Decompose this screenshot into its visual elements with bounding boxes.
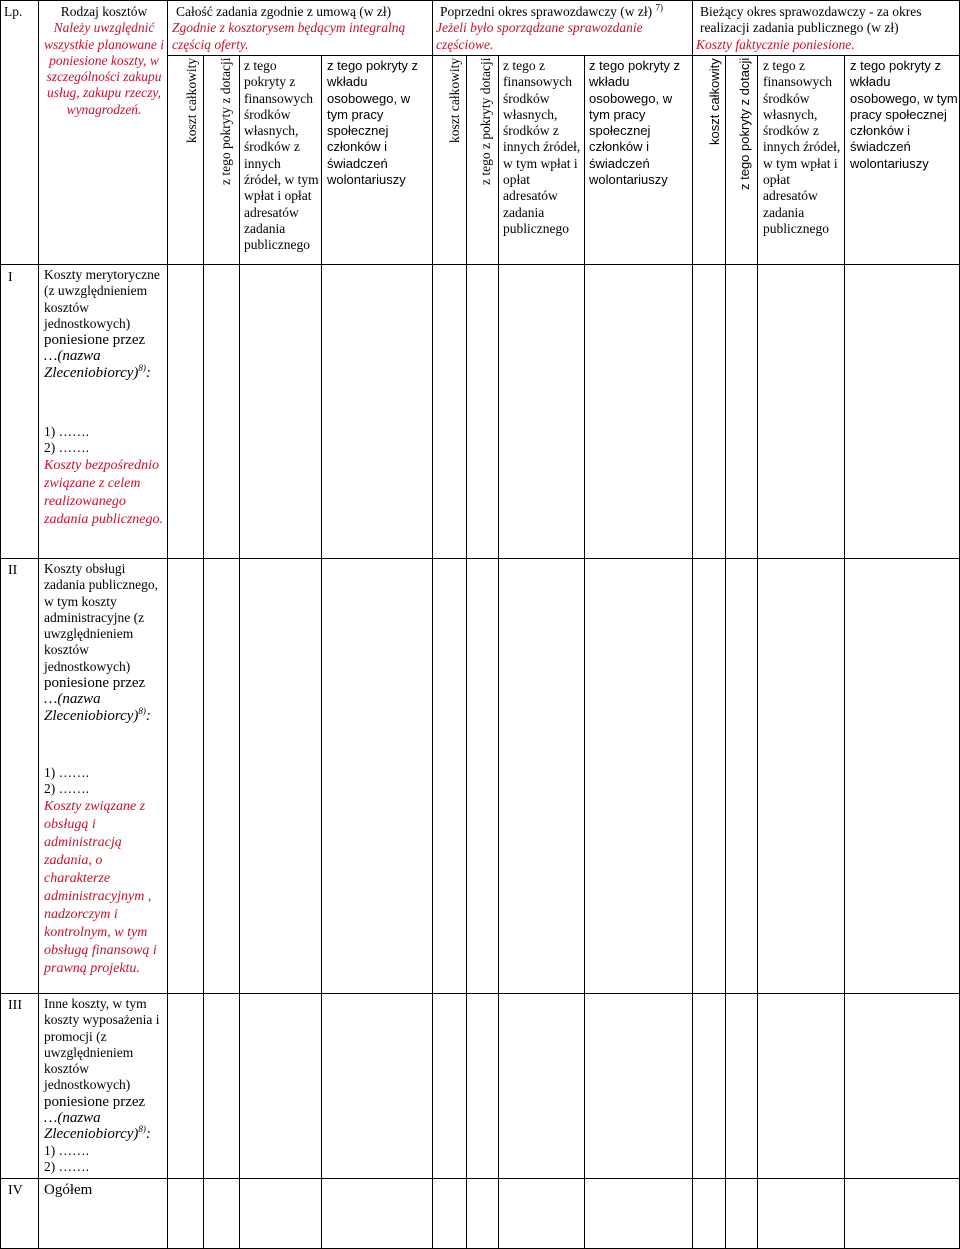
row-cost-text: Koszty obsługi zadania publicznego, w tym koszty administracyjne (z uwzględnieniem kosztów jednostkowych): [44, 561, 158, 674]
volunteer-contribution-label: z tego pokryty z wkładu osobowego, w tym pracy społecznej członków i świadczeń wolontariuszy: [589, 58, 681, 188]
col-divider: [692, 0, 693, 1249]
own-funds-label: z tego pokryty z finansowych środków własnych, środków z innych źródeł, w tym wpłat i opłat adresatów zadania publicznego: [244, 58, 319, 253]
whole-task-title: Całość zadania zgodnie z umową (w zł): [176, 4, 392, 19]
incurred-by-label: poniesione przez: [44, 332, 146, 349]
current-period-note: Koszty faktycznie poniesione.: [696, 36, 855, 52]
cost-type-header: [44, 4, 164, 118]
row-cost-description: [44, 267, 164, 381]
row-items: [44, 424, 164, 529]
row-items: [44, 765, 164, 978]
previous-period-title: Poprzedni okres sprawozdawczy (w zł) $^{7)}$: [440, 2, 664, 19]
contractor-name: …(nazwa Zleceniobiorcy)$^{8)}$:: [44, 1110, 151, 1143]
incurred-by-label: poniesione przez: [44, 1093, 146, 1110]
own-funds-label: z tego z finansowych środków własnych, środków z innych źródeł, w tym wpłat i opłat adresatów zadania publicznego: [763, 58, 841, 236]
contractor-name: …(nazwa Zleceniobiorcy)$^{8)}$:: [44, 348, 151, 381]
row-cost-text: Koszty merytoryczne (z uwzględnieniem kosztów jednostkowych): [44, 267, 160, 331]
previous-period-note: Jeżeli było sporządzane sprawozdanie częściowe.: [436, 20, 643, 52]
row-divider: [0, 558, 960, 559]
col-divider: [844, 55, 845, 1249]
current-period-header: [696, 4, 958, 53]
contractor-name: …(nazwa Zleceniobiorcy)$^{8)}$:: [44, 691, 151, 724]
row-cost-description: [44, 996, 164, 1175]
total-cost-label: koszt całkowity: [447, 58, 462, 144]
col-divider: [757, 55, 758, 1249]
row-number: II: [8, 563, 18, 578]
total-cost-label: koszt całkowity: [707, 58, 722, 145]
row-number: III: [8, 998, 22, 1013]
col-divider: [239, 55, 240, 1249]
table-border-left: [0, 0, 1, 1249]
own-funds-label: z tego z finansowych środków własnych, środków z innych źródeł, w tym wpłat i opłat adresatów zadania publicznego: [503, 58, 581, 236]
row-number: I: [8, 270, 13, 285]
total-cost-label: koszt całkowity: [184, 58, 199, 144]
row-divider: [0, 1178, 960, 1179]
cost-type-title: Rodzaj kosztów: [60, 4, 148, 19]
grant-covered-label: z tego z pokryty dotacji: [478, 58, 493, 186]
row-number: IV: [8, 1183, 23, 1198]
row-cost-description: [44, 561, 164, 724]
col-divider: [498, 55, 499, 1249]
col-divider: [38, 0, 39, 1249]
row-note: Koszty związane z obsługą i administracją zadania, o charakterze administracyjnym , nadzorczym i kontrolnym, w tym obsługą finansową i prawną projektu.: [44, 798, 157, 976]
cost-type-note: Należy uwzględnić wszystkie planowane i poniesione koszty, w szczególności zakupu usług, zakupu rzeczy, wynagrodzeń.: [44, 20, 164, 117]
list-item: 1) …….: [44, 765, 89, 780]
previous-period-header: [436, 4, 690, 53]
col-divider: [725, 55, 726, 1249]
list-item: 2) …….: [44, 781, 89, 797]
col-divider: [584, 55, 585, 1249]
list-item: 1) …….: [44, 1142, 89, 1158]
table-border-top: [0, 0, 960, 1]
col-divider: [432, 0, 433, 1249]
row-divider: [0, 993, 960, 994]
volunteer-contribution-label: z tego pokryty z wkładu osobowego, w tym pracy społecznej członków i świadczeń wolontariuszy: [850, 58, 958, 171]
row-cost-text: Inne koszty, w tym koszty wyposażenia i promocji (z uwzględnieniem kosztów jednostkowych): [44, 996, 160, 1093]
grant-covered-label: z tego pokryty z dotacji: [218, 58, 233, 186]
volunteer-contribution-label: z tego pokryty z wkładu osobowego, w tym pracy społecznej członków i świadczeń wolontariuszy: [327, 58, 419, 188]
col-divider: [167, 0, 168, 1249]
header-group-divider: [167, 55, 960, 56]
col-divider: [466, 55, 467, 1249]
row-divider: [0, 264, 960, 265]
current-period-title: Bieżący okres sprawozdawczy - za okres realizacji zadania publicznego (w zł): [700, 4, 922, 36]
lp-header: Lp.: [4, 4, 23, 19]
whole-task-note: Zgodnie z kosztorysem będącym integralną częścią oferty.: [172, 20, 406, 52]
grant-covered-label: z tego pokryty z dotacji: [737, 58, 752, 191]
col-divider: [203, 55, 204, 1249]
total-label: Ogółem: [44, 1182, 93, 1198]
list-item: 1) …….: [44, 424, 89, 439]
list-item: 2) …….: [44, 440, 89, 456]
incurred-by-label: poniesione przez: [44, 675, 146, 692]
col-divider: [321, 55, 322, 1249]
list-item: 2) …….: [44, 1158, 89, 1174]
whole-task-header: [172, 4, 430, 53]
row-note: Koszty bezpośrednio związane z celem realizowanego zadania publicznego.: [44, 457, 163, 527]
